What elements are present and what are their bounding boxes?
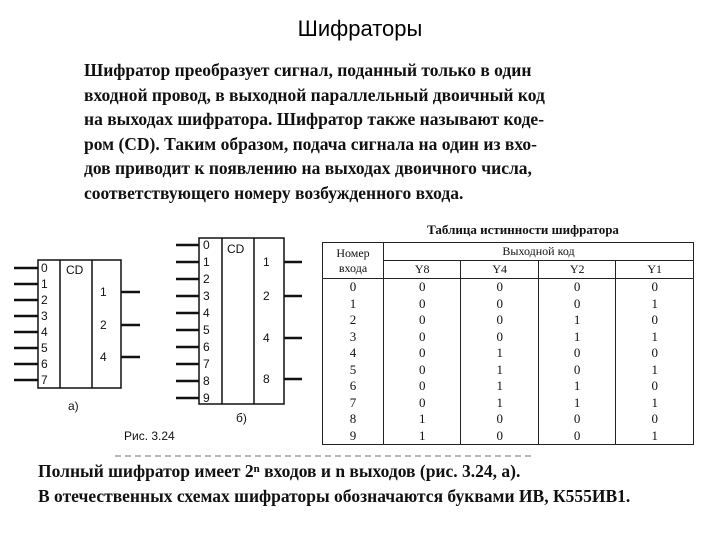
encoder-b-caption: б) bbox=[236, 411, 247, 425]
table-cell: 0 bbox=[538, 296, 615, 313]
table-cell: 0 bbox=[323, 279, 384, 296]
table-cell: 4 bbox=[323, 345, 384, 362]
table-cell: 1 bbox=[616, 329, 694, 346]
table-cell: 0 bbox=[616, 312, 694, 329]
table-cell: 0 bbox=[616, 411, 694, 428]
encoder-a-input-label: 0 bbox=[41, 261, 48, 275]
encoder-b-input-label: 5 bbox=[203, 323, 210, 337]
column-header: Y1 bbox=[616, 261, 694, 279]
encoder-a-input-label: 5 bbox=[41, 341, 48, 355]
table-cell: 6 bbox=[323, 378, 384, 395]
truth-table-title: Таблица истинности шифратора bbox=[427, 222, 619, 237]
table-row bbox=[323, 411, 694, 428]
truth-table bbox=[322, 242, 694, 445]
output-code-header: Выходной код bbox=[384, 243, 694, 261]
table-row bbox=[323, 296, 694, 313]
table-row bbox=[323, 279, 694, 296]
encoder-a-input-label: 4 bbox=[41, 325, 48, 339]
table-cell: 0 bbox=[384, 345, 461, 362]
encoder-b-output-label: 8 bbox=[263, 372, 270, 386]
encoder-a-input-label: 3 bbox=[41, 309, 48, 323]
table-row bbox=[323, 312, 694, 329]
column-header: Y4 bbox=[461, 261, 538, 279]
table-cell: 0 bbox=[538, 362, 615, 379]
table-cell: 0 bbox=[384, 329, 461, 346]
table-cell: 1 bbox=[384, 428, 461, 445]
footer-text bbox=[38, 459, 630, 509]
table-cell: 1 bbox=[461, 378, 538, 395]
encoder-b-cd-label: CD bbox=[227, 242, 245, 256]
encoder-b-input-label: 0 bbox=[203, 238, 210, 252]
table-row bbox=[323, 345, 694, 362]
table-cell: 0 bbox=[616, 279, 694, 296]
table-cell: 1 bbox=[538, 329, 615, 346]
paragraph-line: дов приводит к появлению на выходах двоичного числа, bbox=[84, 158, 532, 178]
table-cell: 1 bbox=[616, 296, 694, 313]
input-header-line: входа bbox=[338, 260, 368, 275]
paragraph-line: входной провод, в выходной параллельный двоичный код bbox=[84, 84, 545, 105]
table-cell: 1 bbox=[461, 395, 538, 412]
table-cell: 0 bbox=[384, 312, 461, 329]
table-cell: 0 bbox=[384, 395, 461, 412]
encoder-a-input-label: 7 bbox=[41, 373, 48, 387]
table-cell: 0 bbox=[384, 378, 461, 395]
encoder-b-input-label: 2 bbox=[203, 272, 210, 286]
table-row bbox=[323, 395, 694, 412]
encoder-a-input-label: 2 bbox=[41, 293, 48, 307]
encoder-b-input-label: 1 bbox=[203, 255, 210, 269]
encoder-a-caption: а) bbox=[68, 399, 79, 413]
table-cell: 1 bbox=[538, 378, 615, 395]
table-cell: 0 bbox=[461, 296, 538, 313]
encoder-a-output-label: 4 bbox=[100, 350, 107, 364]
encoder-b-input-label: 9 bbox=[203, 391, 210, 405]
encoder-b-output-label: 1 bbox=[263, 255, 270, 269]
table-cell: 1 bbox=[461, 362, 538, 379]
table-cell: 1 bbox=[538, 312, 615, 329]
table-cell: 5 bbox=[323, 362, 384, 379]
encoder-b-output-label: 2 bbox=[263, 289, 270, 303]
encoder-b-input-label: 7 bbox=[203, 357, 210, 371]
encoder-a-output-label: 1 bbox=[100, 285, 107, 299]
table-cell: 0 bbox=[461, 428, 538, 445]
column-header: Y8 bbox=[384, 261, 461, 279]
paragraph-line: ром (CD). Таким образом, подача сигнала на один из вхо- bbox=[84, 133, 537, 154]
table-cell: 0 bbox=[538, 411, 615, 428]
page-title: Шифраторы bbox=[297, 16, 423, 41]
table-cell: 0 bbox=[384, 279, 461, 296]
encoder-b-input-label: 3 bbox=[203, 289, 210, 303]
table-cell: 1 bbox=[538, 395, 615, 412]
truth-table-block bbox=[322, 222, 694, 445]
footer-line: Полный шифратор имеет 2ⁿ входов и n выходов (рис. 3.24, а). bbox=[38, 461, 521, 481]
table-cell: 0 bbox=[616, 345, 694, 362]
encoder-a-input-label: 1 bbox=[41, 277, 48, 291]
paragraph-line: Шифратор преобразует сигнал, поданный только в один bbox=[84, 60, 532, 80]
encoder-b-input-label: 6 bbox=[203, 340, 210, 354]
paragraph-line: соответствующего номеру возбужденного входа. bbox=[84, 182, 464, 203]
encoder-b-labels bbox=[124, 238, 270, 443]
table-row bbox=[323, 378, 694, 395]
table-cell: 0 bbox=[538, 428, 615, 445]
encoder-a-labels bbox=[41, 261, 107, 413]
table-cell: 1 bbox=[616, 362, 694, 379]
table-cell: 0 bbox=[461, 312, 538, 329]
table-cell: 7 bbox=[323, 395, 384, 412]
encoder-b-symbol bbox=[176, 238, 302, 404]
table-cell: 9 bbox=[323, 428, 384, 445]
table-cell: 1 bbox=[323, 296, 384, 313]
input-number-header bbox=[323, 243, 384, 279]
encoder-b-input-label: 8 bbox=[203, 374, 210, 388]
table-cell: 0 bbox=[538, 345, 615, 362]
scan-artifact-line bbox=[115, 455, 535, 457]
footer-line: В отечественных схемах шифраторы обозначаются буквами ИВ, К555ИВ1. bbox=[38, 486, 631, 506]
encoder-b-input-label: 4 bbox=[203, 306, 210, 320]
table-row bbox=[323, 329, 694, 346]
table-cell: 0 bbox=[384, 296, 461, 313]
figure-caption: Рис. 3.24 bbox=[124, 429, 175, 443]
paragraph-line: на выходах шифратора. Шифратор также называют коде- bbox=[84, 109, 545, 129]
table-cell: 0 bbox=[461, 411, 538, 428]
encoder-a-output-label: 2 bbox=[100, 318, 107, 332]
input-header-line: Номер bbox=[336, 245, 370, 260]
encoder-a-input-label: 6 bbox=[41, 357, 48, 371]
table-cell: 1 bbox=[461, 345, 538, 362]
table-row bbox=[323, 362, 694, 379]
encoder-b-output-label: 4 bbox=[263, 331, 270, 345]
table-cell: 1 bbox=[616, 428, 694, 445]
encoder-a-symbol bbox=[14, 260, 140, 388]
encoder-a-cd-label: CD bbox=[66, 263, 84, 277]
table-cell: 0 bbox=[461, 279, 538, 296]
table-cell: 1 bbox=[616, 395, 694, 412]
table-cell: 0 bbox=[538, 279, 615, 296]
table-cell: 3 bbox=[323, 329, 384, 346]
table-cell: 0 bbox=[461, 329, 538, 346]
table-cell: 0 bbox=[616, 378, 694, 395]
table-cell: 0 bbox=[384, 362, 461, 379]
table-row bbox=[323, 428, 694, 445]
column-header: Y2 bbox=[538, 261, 615, 279]
table-cell: 8 bbox=[323, 411, 384, 428]
table-cell: 1 bbox=[384, 411, 461, 428]
table-cell: 2 bbox=[323, 312, 384, 329]
